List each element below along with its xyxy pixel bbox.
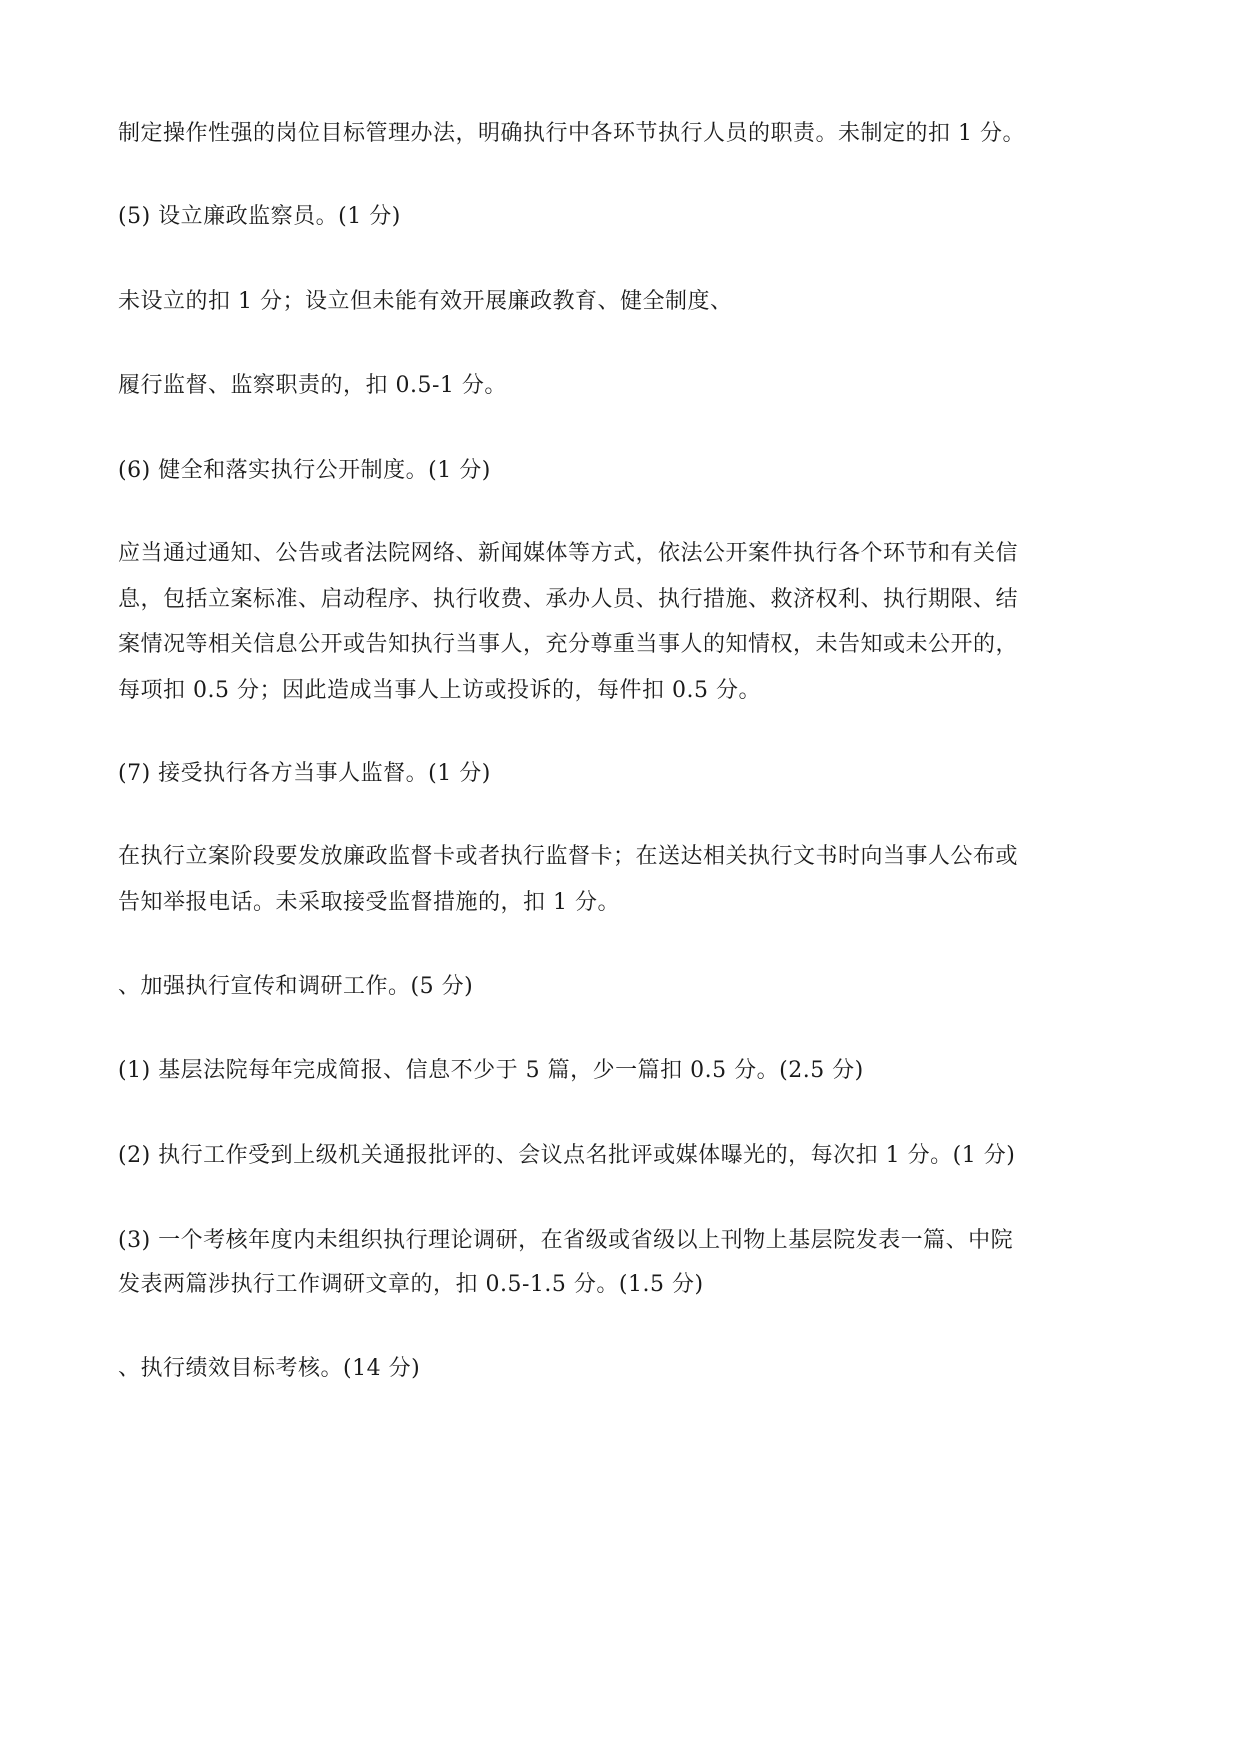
- text-line: (3) 一个考核年度内未组织执行理论调研，在省级或省级以上刊物上基层院发表一篇、中院: [118, 1228, 1014, 1253]
- section-heading: (7) 接受执行各方当事人监督。(1 分): [118, 761, 491, 786]
- text-line: (1) 基层法院每年完成简报、信息不少于 5 篇，少一篇扣 0.5 分。(2.5 分): [118, 1058, 864, 1083]
- text-line: 在执行立案阶段要发放廉政监督卡或者执行监督卡；在送达相关执行文书时向当事人公布或: [118, 844, 1019, 869]
- section-heading: (6) 健全和落实执行公开制度。(1 分): [118, 458, 491, 483]
- text-line: 案情况等相关信息公开或告知执行当事人，充分尊重当事人的知情权，未告知或未公开的，: [118, 632, 1019, 657]
- text-line: 告知举报电话。未采取接受监督措施的，扣 1 分。: [118, 890, 620, 915]
- text-line: 履行监督、监察职责的，扣 0.5-1 分。: [118, 373, 507, 398]
- text-line: 未设立的扣 1 分；设立但未能有效开展廉政教育、健全制度、: [118, 289, 733, 314]
- text-line: 应当通过通知、公告或者法院网络、新闻媒体等方式，依法公开案件执行各个环节和有关信: [118, 541, 1019, 566]
- section-heading: (5) 设立廉政监察员。(1 分): [118, 204, 401, 229]
- text-line: (2) 执行工作受到上级机关通报批评的、会议点名批评或媒体曝光的，每次扣 1 分。(1 分): [118, 1143, 1016, 1168]
- section-heading: 、执行绩效目标考核。(14 分): [118, 1356, 421, 1381]
- text-line: 息，包括立案标准、启动程序、执行收费、承办人员、执行措施、救济权利、执行期限、结: [118, 587, 1019, 612]
- text-line: 制定操作性强的岗位目标管理办法，明确执行中各环节执行人员的职责。未制定的扣 1 分。: [118, 121, 1025, 146]
- section-heading: 、加强执行宣传和调研工作。(5 分): [118, 974, 474, 999]
- text-line: 发表两篇涉执行工作调研文章的，扣 0.5-1.5 分。(1.5 分): [118, 1272, 704, 1297]
- text-line: 每项扣 0.5 分；因此造成当事人上访或投诉的，每件扣 0.5 分。: [118, 678, 761, 703]
